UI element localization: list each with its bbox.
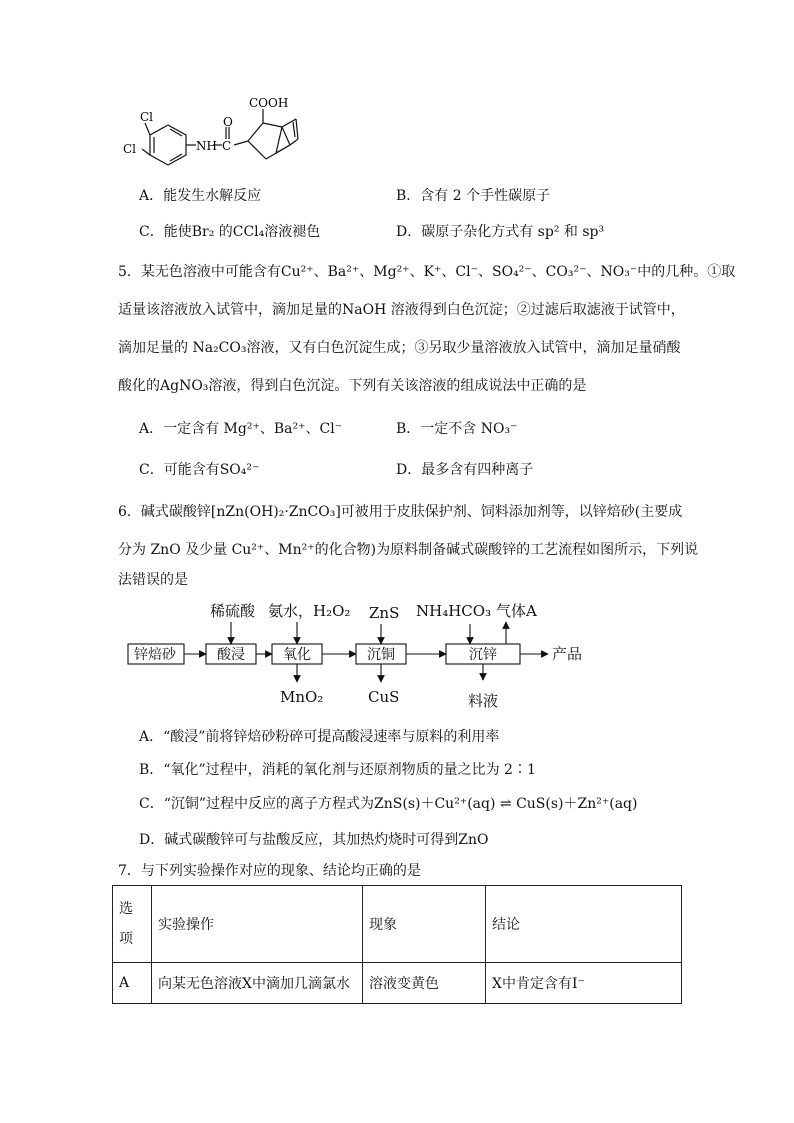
- q6-stem-line1: 6．碱式碳酸锌[nZn(OH)₂·ZnCO₃]可被用于皮肤保护剂、饲料添加剂等，以锌焙砂(主要成: [118, 504, 683, 520]
- q5-option-d: D．最多含有四种离子: [396, 462, 534, 478]
- molecule-structure: [118, 95, 338, 170]
- q4-option-b: B．含有 2 个手性碳原子: [396, 188, 551, 204]
- q6-stem-line2: 分为 ZnO 及少量 Cu²⁺、Mn²⁺的化合物)为原料制备碱式碳酸锌的工艺流程如图所示，下列说: [118, 542, 699, 558]
- q6-option-a: A．“酸浸”前将锌焙砂粉碎可提高酸浸速率与原料的利用率: [139, 729, 500, 745]
- q5-stem-line1: 5．某无色溶液中可能含有Cu²⁺、Ba²⁺、Mg²⁺、K⁺、Cl⁻、SO₄²⁻、CO₃²⁻、NO₃⁻中的几种。①取: [118, 264, 736, 280]
- cl-label-top: Cl: [140, 110, 154, 124]
- flow-box-zn-label: 沉锌: [469, 647, 497, 663]
- experiment-table: [112, 885, 682, 1004]
- flow-box-oxidize-label: 氧化: [283, 647, 311, 663]
- process-flow-diagram: [120, 596, 600, 714]
- row-conclusion: X中肯定含有I⁻: [486, 963, 682, 1004]
- q6-option-c: C．“沉铜”过程中反应的离子方程式为ZnS(s)＋Cu²⁺(aq) ⇌ CuS(s)＋Zn²⁺(aq): [139, 796, 638, 812]
- q5-option-a: A．一定含有 Mg²⁺、Ba²⁺、Cl⁻: [139, 421, 343, 437]
- header-conclusion: 结论: [486, 886, 682, 963]
- header-phenomenon: 现象: [363, 886, 486, 963]
- table-header-row: [113, 886, 682, 963]
- q6-option-b: B．“氧化”过程中，消耗的氧化剂与还原剂物质的量之比为 2∶1: [139, 762, 536, 778]
- header-option-line1: 选: [119, 901, 133, 917]
- flow-out-mno2: MnO₂: [280, 688, 324, 706]
- q5-stem-line2: 适量该溶液放入试管中，滴加足量的NaOH 溶液得到白色沉淀；②过滤后取滤液于试管中，: [118, 302, 685, 318]
- carbonyl-c-label: C: [222, 139, 232, 153]
- flow-out-cus: CuS: [368, 688, 400, 706]
- header-operation: 实验操作: [152, 886, 363, 963]
- row-operation: 向某无色溶液X中滴加几滴氯水: [152, 963, 363, 1004]
- flow-box-acid-label: 酸浸: [217, 647, 245, 663]
- flow-product-label: 产品: [552, 645, 583, 663]
- q6-stem-line3: 法错误的是: [118, 572, 188, 588]
- cl-label-bottom: Cl: [123, 142, 137, 156]
- flow-reagent-nh4hco3: NH₄HCO₃: [416, 602, 492, 620]
- carbonyl-o-label: O: [223, 115, 233, 129]
- row-key: A: [113, 963, 152, 1004]
- table-row: [113, 963, 682, 1004]
- q4-option-d: D．碳原子杂化方式有 sp² 和 sp³: [396, 224, 605, 240]
- benzene-ring: [150, 125, 186, 165]
- header-option-line2: 项: [119, 931, 133, 947]
- cooh-label: COOH: [249, 96, 289, 110]
- q4-option-c: C．能使Br₂ 的CCl₄溶液褪色: [139, 224, 321, 240]
- q5-option-b: B．一定不含 NO₃⁻: [396, 421, 518, 437]
- q7-stem: 7．与下列实验操作对应的现象、结论均正确的是: [118, 863, 421, 879]
- nh-label: NH: [196, 139, 217, 153]
- q5-option-c: C．可能含有SO₄²⁻: [139, 462, 260, 478]
- q5-stem-line4: 酸化的AgNO₃溶液，得到白色沉淀。下列有关该溶液的组成说法中正确的是: [118, 378, 587, 394]
- header-option: [113, 886, 152, 963]
- flow-reagent-zns: ZnS: [369, 604, 400, 622]
- flow-reagent-ammonia: 氨水，H₂O₂: [268, 602, 351, 620]
- flow-box-cu-label: 沉铜: [367, 647, 395, 663]
- q4-option-a: A．能发生水解反应: [139, 188, 262, 204]
- flow-out-liquor: 料液: [468, 692, 499, 710]
- flow-box-raw-label: 锌焙砂: [134, 647, 176, 663]
- row-phenomenon: 溶液变黄色: [363, 963, 486, 1004]
- flow-reagent-acid: 稀硫酸: [210, 602, 256, 620]
- q6-option-d: D．碱式碳酸锌可与盐酸反应，其加热灼烧时可得到ZnO: [139, 832, 489, 848]
- flow-gas-a: 气体A: [496, 602, 537, 620]
- q5-stem-line3: 滴加足量的 Na₂CO₃溶液，又有白色沉淀生成；③另取少量溶液放入试管中，滴加足量硝酸: [118, 340, 681, 356]
